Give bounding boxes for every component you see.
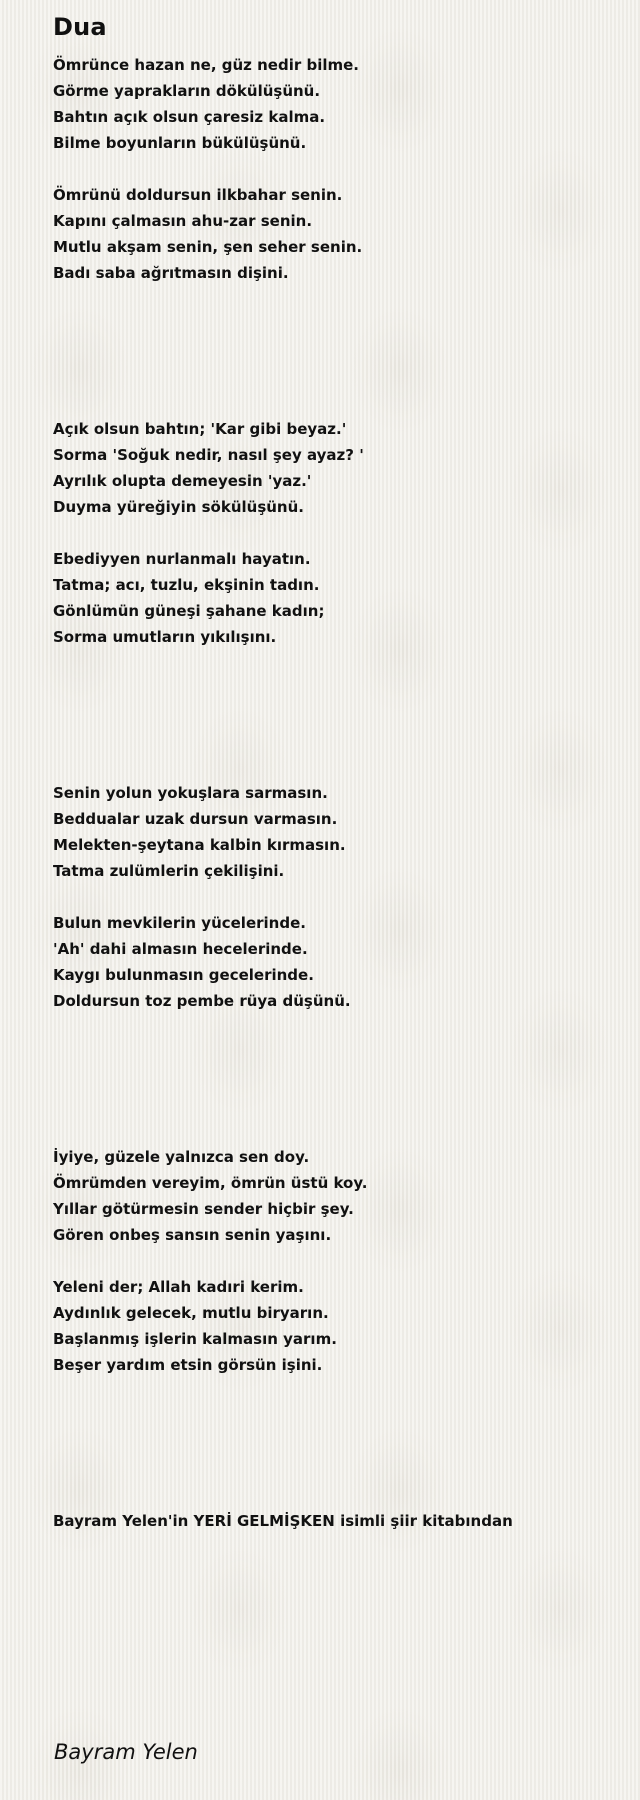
- stanza: [53, 1274, 613, 1378]
- stanza-gap: [53, 520, 613, 546]
- stanza-gap: [53, 156, 613, 182]
- poem-line: Görme yaprakların dökülüşünü.: [53, 82, 321, 100]
- stanza: [53, 52, 613, 156]
- poem-line: Bilme boyunların bükülüşünü.: [53, 134, 307, 152]
- poem-line: Sorma umutların yıkılışını.: [53, 628, 277, 646]
- stanza: [53, 1144, 613, 1248]
- poem-line: Tatma zulümlerin çekilişini.: [53, 862, 285, 880]
- poem-line: Mutlu akşam senin, şen seher senin.: [53, 238, 363, 256]
- poem-line: Beşer yardım etsin görsün işini.: [53, 1356, 323, 1374]
- stanza: [53, 416, 613, 520]
- poem-line: Açık olsun bahtın; 'Kar gibi beyaz.': [53, 420, 347, 438]
- book-source-note: Bayram Yelen'in YERİ GELMİŞKEN isimli şiir kitabından: [53, 1512, 513, 1530]
- poem-line: Gören onbeş sansın senin yaşını.: [53, 1226, 332, 1244]
- poem-line: Başlanmış işlerin kalmasın yarım.: [53, 1330, 337, 1348]
- poem-line: Kaygı bulunmasın gecelerinde.: [53, 966, 314, 984]
- poem-line: İyiye, güzele yalnızca sen doy.: [53, 1148, 310, 1166]
- stanza: [53, 910, 613, 1014]
- poem-line: Bulun mevkilerin yücelerinde.: [53, 914, 306, 932]
- poem-author: Bayram Yelen: [54, 1740, 198, 1764]
- poem-line: Yıllar götürmesin sender hiçbir şey.: [53, 1200, 354, 1218]
- stanza: [53, 546, 613, 650]
- section-gap: [53, 1014, 613, 1144]
- poem-line: Tatma; acı, tuzlu, ekşinin tadın.: [53, 576, 320, 594]
- poem-line: Kapını çalmasın ahu-zar senin.: [53, 212, 313, 230]
- poem-line: Ayrılık olupta demeyesin 'yaz.': [53, 472, 312, 490]
- poem-line: Melekten-şeytana kalbin kırmasın.: [53, 836, 346, 854]
- poem-line: Aydınlık gelecek, mutlu biryarın.: [53, 1304, 329, 1322]
- poem-line: Sorma 'Soğuk nedir, nasıl şey ayaz? ': [53, 446, 364, 464]
- poem-line: Beddualar uzak dursun varmasın.: [53, 810, 338, 828]
- stanza: [53, 182, 613, 286]
- poem-line: Ömrünce hazan ne, güz nedir bilme.: [53, 56, 359, 74]
- poem-line: Yeleni der; Allah kadıri kerim.: [53, 1278, 304, 1296]
- poem-line: Doldursun toz pembe rüya düşünü.: [53, 992, 351, 1010]
- poem-line: Bahtın açık olsun çaresiz kalma.: [53, 108, 326, 126]
- poem-line: 'Ah' dahi almasın hecelerinde.: [53, 940, 308, 958]
- poem-title: Dua: [53, 13, 107, 41]
- poem-line: Ömrümden vereyim, ömrün üstü koy.: [53, 1174, 368, 1192]
- section-gap: [53, 650, 613, 780]
- section-gap: [53, 286, 613, 416]
- stanza-gap: [53, 884, 613, 910]
- stanza-gap: [53, 1248, 613, 1274]
- poem-line: Gönlümün güneşi şahane kadın;: [53, 602, 325, 620]
- poem-page: [53, 12, 613, 1534]
- poem-body: [53, 52, 613, 1534]
- poem-line: Ebediyyen nurlanmalı hayatın.: [53, 550, 311, 568]
- poem-line: Badı saba ağrıtmasın dişini.: [53, 264, 289, 282]
- poem-line: Duyma yüreğiyin sökülüşünü.: [53, 498, 304, 516]
- stanza: [53, 780, 613, 884]
- poem-line: Ömrünü doldursun ilkbahar senin.: [53, 186, 343, 204]
- poem-line: Senin yolun yokuşlara sarmasın.: [53, 784, 328, 802]
